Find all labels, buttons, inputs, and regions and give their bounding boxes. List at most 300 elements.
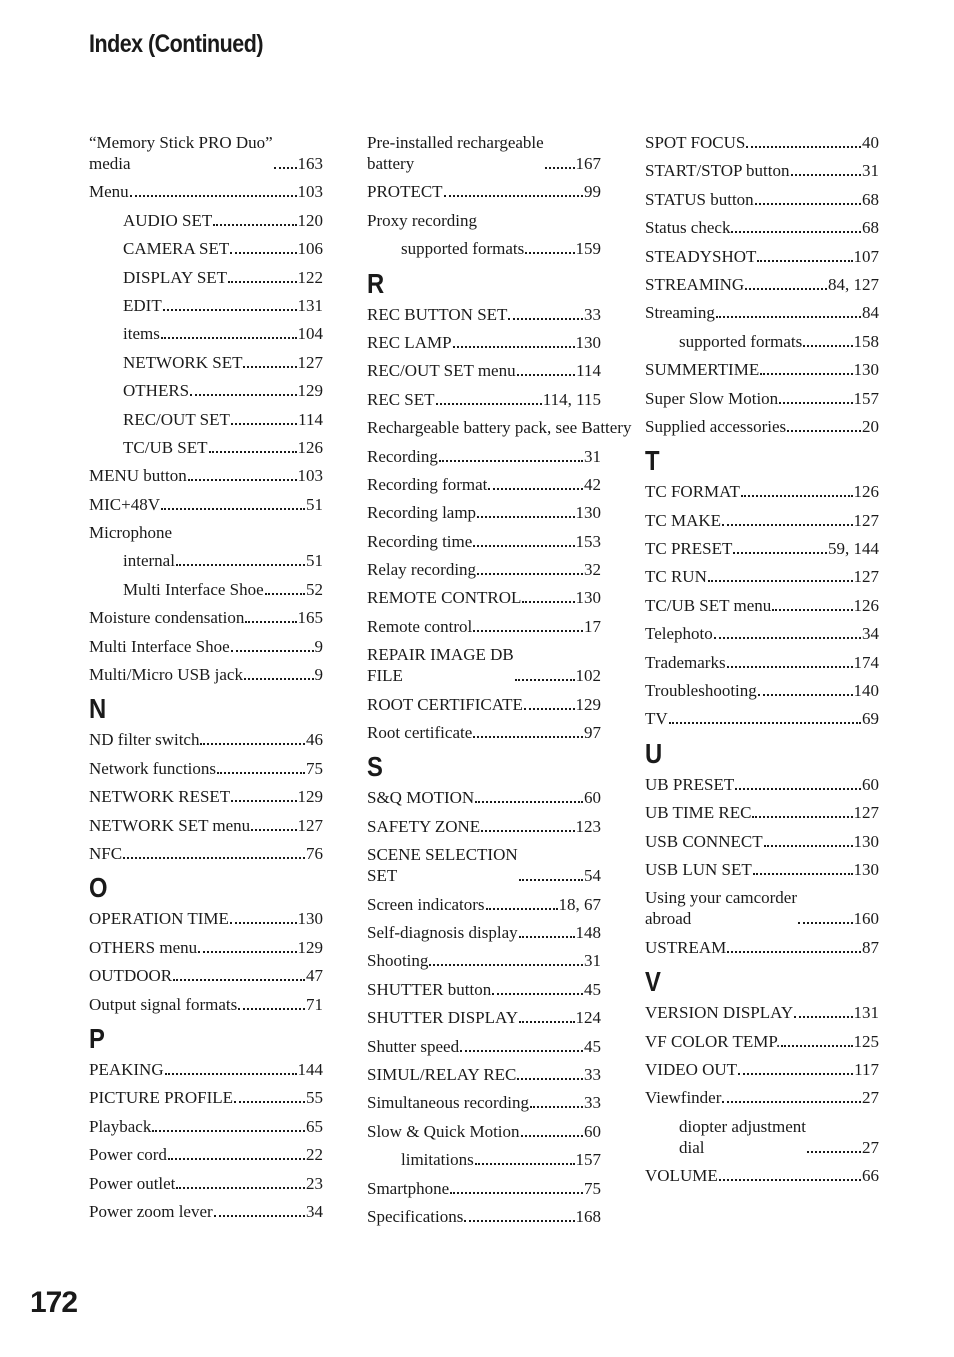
index-term: SPOT FOCUS (645, 133, 746, 152)
index-term: diopter adjustment dial (679, 1116, 807, 1157)
index-entry (367, 181, 601, 202)
index-term: PICTURE PROFILE (89, 1088, 234, 1108)
page-reference: 17 (584, 616, 601, 636)
dot-leader (165, 1073, 297, 1075)
index-entry (367, 950, 601, 971)
dot-leader (176, 1187, 305, 1189)
page-reference: 163 (297, 154, 323, 173)
index-term: supported formats (401, 239, 525, 259)
page-title: Index (Continued) (89, 30, 263, 58)
index-term: OUTDOOR (89, 966, 173, 986)
index-term: Smartphone (367, 1178, 450, 1198)
page-reference: 122 (297, 267, 323, 287)
page-reference: 129 (297, 787, 323, 807)
dot-leader (460, 1050, 583, 1052)
index-entry (89, 664, 323, 685)
index-entry (645, 859, 879, 880)
page-reference: 60 (584, 788, 601, 808)
page-reference: 129 (297, 937, 323, 957)
page-reference: 33 (584, 1093, 601, 1113)
index-entry (89, 607, 323, 628)
index-entry (645, 1087, 879, 1108)
dot-leader (738, 1073, 853, 1075)
dot-leader (492, 993, 583, 995)
index-term: VOLUME (645, 1166, 718, 1186)
index-term: S&Q MOTION (367, 788, 475, 808)
index-entry (645, 388, 879, 409)
dot-leader (231, 800, 296, 802)
page-reference: 76 (306, 843, 323, 863)
index-subentry (645, 1116, 879, 1158)
section-letter: N (89, 693, 107, 725)
index-entry (367, 694, 601, 715)
dot-leader (230, 252, 296, 254)
page-reference: 66 (862, 1166, 879, 1186)
index-term: Microphone (89, 523, 173, 543)
index-entry (89, 815, 323, 836)
index-entry (367, 1007, 601, 1028)
page-reference: 84 (862, 303, 879, 323)
page-reference: 71 (306, 994, 323, 1014)
index-entry (89, 636, 323, 657)
page-reference: 160 (853, 909, 879, 929)
dot-leader (741, 495, 853, 497)
index-term: Shutter speed (367, 1036, 460, 1056)
index-entry (645, 566, 879, 587)
page-reference: 168 (575, 1206, 601, 1226)
index-entry (367, 1092, 601, 1113)
dot-leader (481, 830, 574, 832)
dot-leader (794, 1016, 852, 1018)
page-reference: 9 (314, 665, 323, 685)
dot-leader (188, 479, 297, 481)
index-subentry (89, 323, 323, 344)
index-term: STATUS button (645, 189, 754, 209)
index-entry (645, 708, 879, 729)
dot-leader (190, 394, 296, 396)
dot-leader (517, 1078, 583, 1080)
dot-leader (251, 829, 296, 831)
dot-leader (519, 879, 583, 881)
index-term: Recording (367, 446, 438, 466)
index-entry (89, 1201, 323, 1222)
index-term: SUMMERTIME (645, 360, 760, 380)
index-term: Recording lamp (367, 503, 477, 523)
index-term: REMOTE CONTROL (367, 588, 522, 608)
index-term: Recording time (367, 531, 473, 551)
index-entry (89, 181, 323, 202)
dot-leader (719, 1179, 861, 1181)
index-entry (89, 843, 323, 864)
index-entry (367, 502, 601, 523)
dot-leader (488, 488, 583, 490)
page-reference: 165 (297, 608, 323, 628)
index-entry (645, 887, 879, 929)
page-reference: 127 (853, 803, 879, 823)
index-term: Shooting (367, 951, 429, 971)
dot-leader (752, 816, 852, 818)
index-entry (89, 758, 323, 779)
dot-leader (473, 736, 583, 738)
index-entry (89, 465, 323, 486)
index-term: VERSION DISPLAY (645, 1003, 794, 1023)
dot-leader (798, 922, 852, 924)
page-reference: 126 (297, 437, 323, 457)
dot-leader (123, 857, 305, 859)
index-column-3 (645, 132, 879, 1194)
index-term: Pre-installed rechargeable battery (367, 133, 544, 173)
index-entry (645, 160, 879, 181)
index-term: ROOT CERTIFICATE (367, 694, 523, 714)
index-term: DISPLAY SET (123, 267, 228, 287)
page-reference: 75 (584, 1178, 601, 1198)
index-term: TC/UB SET (123, 437, 208, 457)
dot-leader (274, 167, 297, 169)
index-entry (645, 623, 879, 644)
index-entry (645, 510, 879, 531)
index-subentry (89, 437, 323, 458)
index-term: TC MAKE (645, 510, 722, 530)
dot-leader (209, 451, 297, 453)
page-reference: 32 (584, 560, 601, 580)
dot-leader (525, 252, 574, 254)
index-term: TV (645, 709, 668, 729)
page-reference: 69 (862, 709, 879, 729)
index-entry (645, 1031, 879, 1052)
index-entry (367, 389, 601, 410)
dot-leader (475, 801, 583, 803)
dot-leader (439, 460, 583, 462)
index-term: UB PRESET (645, 774, 735, 794)
page-number: 172 (30, 1286, 78, 1319)
index-term: Multi Interface Shoe (123, 579, 264, 599)
index-entry (645, 680, 879, 701)
index-term: Simultaneous recording (367, 1093, 529, 1113)
index-column-2 (367, 132, 632, 1234)
index-term: Remote control (367, 616, 473, 636)
index-entry (367, 787, 601, 808)
page-reference: 31 (584, 951, 601, 971)
dot-leader (436, 403, 542, 405)
page-reference: 99 (584, 182, 601, 202)
dot-leader (522, 601, 574, 603)
dot-leader (755, 203, 861, 205)
index-term: Multi Interface Shoe (89, 636, 230, 656)
index-entry (367, 1178, 601, 1199)
index-entry (89, 522, 323, 543)
dot-leader (807, 1151, 861, 1153)
dot-leader (213, 224, 296, 226)
index-entry (367, 132, 601, 174)
page-reference: 54 (584, 866, 601, 886)
dot-leader (669, 722, 861, 724)
dot-leader (217, 772, 305, 774)
page-reference: 114 (576, 361, 601, 381)
dot-leader (508, 318, 583, 320)
page-reference: 167 (575, 154, 601, 173)
index-entry (367, 616, 601, 637)
index-entry (367, 417, 632, 438)
index-entry (645, 652, 879, 673)
dot-leader (731, 231, 861, 233)
index-entry (89, 1173, 323, 1194)
page-reference: 127 (297, 352, 323, 372)
index-term: REC LAMP (367, 332, 452, 352)
index-term: STREAMING (645, 274, 745, 294)
index-term: Screen indicators (367, 894, 485, 914)
index-term: Status check (645, 218, 731, 238)
index-entry (645, 416, 879, 437)
dot-leader (803, 345, 852, 347)
page-reference: 59, 144 (828, 539, 879, 559)
page-reference: 144 (297, 1059, 323, 1079)
index-entry (645, 481, 879, 502)
index-term: “Memory Stick PRO Duo” media (89, 133, 273, 173)
index-term: VIDEO OUT (645, 1059, 738, 1079)
index-term: REC BUTTON SET (367, 304, 508, 324)
index-entry (367, 644, 601, 686)
index-term: NFC (89, 843, 123, 863)
index-entry (645, 1059, 879, 1080)
dot-leader (450, 1192, 583, 1194)
index-subentry (89, 579, 323, 600)
index-term: Trademarks (645, 652, 726, 672)
dot-leader (176, 564, 305, 566)
dot-leader (791, 174, 861, 176)
index-term: Recording format (367, 474, 488, 494)
dot-leader (130, 195, 297, 197)
dot-leader (477, 516, 574, 518)
dot-leader (722, 1101, 861, 1103)
dot-leader (464, 1220, 574, 1222)
index-entry (645, 774, 879, 795)
index-term: REC/OUT SET (123, 409, 230, 429)
dot-leader (708, 580, 853, 582)
index-entry (367, 587, 601, 608)
page-reference: 130 (297, 909, 323, 929)
dot-leader (152, 1130, 305, 1132)
page-reference: 31 (584, 446, 601, 466)
index-term: TC FORMAT (645, 482, 740, 502)
section-letter: R (367, 267, 385, 299)
index-entry (367, 446, 601, 467)
dot-leader (173, 979, 305, 981)
index-term: Rechargeable battery pack, see Battery (367, 418, 632, 438)
index-term: REPAIR IMAGE DB FILE (367, 645, 514, 686)
page-reference: 129 (575, 694, 601, 714)
index-term: MENU button (89, 466, 187, 486)
index-entry (89, 908, 323, 929)
index-term: TC RUN (645, 567, 707, 587)
index-subentry (89, 380, 323, 401)
index-entry (89, 729, 323, 750)
section-letter: V (645, 966, 661, 998)
index-entry (367, 304, 601, 325)
dot-leader (753, 873, 853, 875)
index-term: OPERATION TIME (89, 909, 229, 929)
section-letter: S (367, 751, 383, 783)
index-entry (367, 332, 601, 353)
dot-leader (231, 650, 314, 652)
dot-leader (735, 788, 861, 790)
index-entry (645, 274, 879, 295)
dot-leader (429, 964, 583, 966)
page-reference: 9 (314, 636, 323, 656)
index-term: SHUTTER DISPLAY (367, 1008, 518, 1028)
page-reference: 34 (306, 1201, 323, 1221)
index-term: USB CONNECT (645, 831, 763, 851)
index-term: EDIT (123, 295, 162, 315)
page-reference: 117 (854, 1059, 879, 1079)
index-term: supported formats (679, 331, 803, 351)
index-term: SCENE SELECTION SET (367, 845, 518, 886)
dot-leader (234, 1101, 305, 1103)
section-letter: T (645, 445, 660, 477)
page-reference: 120 (297, 210, 323, 230)
index-term: internal (123, 551, 175, 571)
index-term: Output signal formats (89, 994, 238, 1014)
index-entry (367, 844, 601, 886)
index-entry (367, 360, 601, 381)
page-reference: 102 (575, 666, 601, 686)
page-reference: 51 (306, 494, 323, 514)
index-entry (89, 786, 323, 807)
index-term: Multi/Micro USB jack (89, 665, 243, 685)
index-entry (367, 210, 601, 231)
dot-leader (722, 524, 852, 526)
index-term: PEAKING (89, 1059, 164, 1079)
index-entry (367, 1206, 601, 1227)
index-term: NETWORK SET (123, 352, 243, 372)
page-reference: 75 (306, 758, 323, 778)
index-entry (89, 1144, 323, 1165)
index-entry (367, 559, 601, 580)
index-entry (367, 531, 601, 552)
index-term: STEADYSHOT (645, 246, 757, 266)
index-term: Power outlet (89, 1173, 176, 1193)
index-entry (645, 246, 879, 267)
page-reference: 23 (306, 1173, 323, 1193)
index-term: Super Slow Motion (645, 388, 779, 408)
page-reference: 46 (306, 730, 323, 750)
index-term: Self-diagnosis display (367, 922, 518, 942)
page-reference: 124 (575, 1008, 601, 1028)
dot-leader (757, 260, 852, 262)
index-term: ND filter switch (89, 730, 200, 750)
dot-leader (733, 552, 827, 554)
dot-leader (787, 430, 861, 432)
index-term: Relay recording (367, 560, 477, 580)
index-entry (645, 802, 879, 823)
page-reference: 18, 67 (558, 894, 601, 914)
page-reference: 20 (862, 416, 879, 436)
index-term: Supplied accessories (645, 416, 787, 436)
index-entry (645, 189, 879, 210)
dot-leader (244, 678, 314, 680)
index-entry (645, 538, 879, 559)
page-reference: 31 (862, 161, 879, 181)
section-letter: P (89, 1022, 105, 1054)
page-reference: 131 (297, 295, 323, 315)
index-term: Using your camcorder abroad (645, 888, 798, 929)
dot-leader (198, 951, 296, 953)
index-term: NETWORK SET menu (89, 815, 251, 835)
dot-leader (238, 1008, 305, 1010)
index-term: SIMUL/RELAY REC (367, 1064, 517, 1084)
page-reference: 114 (298, 409, 323, 429)
dot-leader (760, 373, 852, 375)
page-reference: 42 (584, 474, 601, 494)
index-entry (367, 1036, 601, 1057)
index-entry (645, 302, 879, 323)
index-term: USTREAM (645, 937, 727, 957)
index-subentry (89, 238, 323, 259)
dot-leader (453, 346, 575, 348)
dot-leader (758, 694, 853, 696)
index-entry (645, 359, 879, 380)
index-term: TC PRESET (645, 539, 733, 559)
dot-leader (163, 309, 297, 311)
index-term: OTHERS menu (89, 937, 198, 957)
dot-leader (524, 708, 575, 710)
page-reference: 55 (306, 1088, 323, 1108)
index-entry (645, 132, 879, 153)
page-reference: 127 (853, 510, 879, 530)
page-reference: 114, 115 (542, 389, 601, 409)
page-reference: 153 (575, 531, 601, 551)
dot-leader (473, 630, 583, 632)
dot-leader (727, 666, 853, 668)
dot-leader (545, 167, 575, 169)
dot-leader (228, 281, 296, 283)
dot-leader (772, 609, 852, 611)
page-reference: 131 (853, 1003, 879, 1023)
page-reference: 104 (297, 324, 323, 344)
index-entry (645, 937, 879, 958)
index-column-1 (89, 132, 323, 1229)
index-term: Viewfinder (645, 1088, 722, 1108)
page-reference: 148 (575, 922, 601, 942)
dot-leader (486, 908, 558, 910)
index-term: SHUTTER button (367, 979, 492, 999)
index-subentry (367, 238, 601, 259)
index-term: NETWORK RESET (89, 787, 231, 807)
index-entry (367, 722, 601, 743)
dot-leader (779, 402, 852, 404)
page-reference: 127 (297, 815, 323, 835)
index-term: START/STOP button (645, 161, 790, 181)
page-reference: 65 (306, 1116, 323, 1136)
dot-leader (519, 1021, 575, 1023)
page-reference: 130 (853, 859, 879, 879)
page-reference: 33 (584, 1064, 601, 1084)
page-reference: 84, 127 (828, 274, 879, 294)
dot-leader (714, 637, 861, 639)
index-entry (645, 1165, 879, 1186)
dot-leader (781, 1045, 852, 1047)
index-term: Power zoom lever (89, 1201, 213, 1221)
index-entry (367, 922, 601, 943)
dot-leader (517, 374, 576, 376)
page-reference: 22 (306, 1145, 323, 1165)
index-term: MIC+48V (89, 494, 160, 514)
page-reference: 125 (853, 1031, 879, 1051)
index-entry (367, 894, 601, 915)
index-entry (89, 994, 323, 1015)
page-reference: 45 (584, 1036, 601, 1056)
dot-leader (231, 423, 297, 425)
dot-leader (161, 508, 305, 510)
